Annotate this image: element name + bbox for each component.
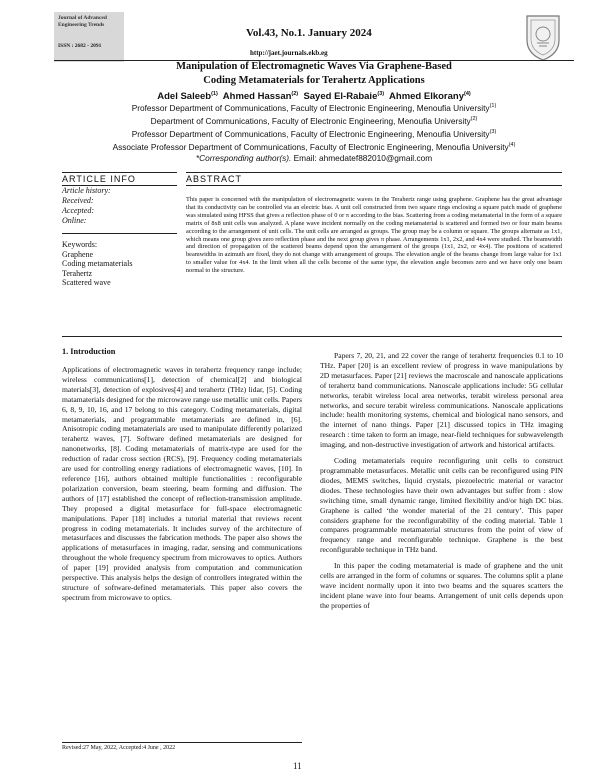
affiliation-mark: (4) (508, 142, 516, 148)
author-mark: (1) (211, 91, 218, 97)
page-number: 11 (293, 761, 302, 771)
abstract-heading: ABSTRACT (186, 174, 243, 184)
university-crest-icon (523, 12, 563, 62)
corresponding-author (54, 152, 574, 165)
paragraph: Applications of electromagnetic waves in terahertz frequency range include; wireless communications[1], detection of chemical[2] and biological materials[3], detection of explosives[4] and terahertz (THz) lidar, [5]. Coding matamaterials designed for the microwave range use metallic unit cells. Papers 6, 8, 9, 10, 16, and 17 belong to this category. Coding metamaterials, digital metamaterials, and programmable metamaterials are defined in, [6]. Anisotropic coding metamaterials are used to manipulate differently polarized terahertz waves, [7]. Software defined metamaterials are designed for nanonetworks, [8]. Coding metamaterials of matrix-type are used for the reduction of radar cross section (RCS), [9]. Frequency coding metamaterials are used for controlling energy radiations of electromagnetic waves, [10]. In reference [16], authors obtained multiple functionalities : reconfigurable polarization conversion, beam steering, beam forming and diffusion. The authors of [17] established the concept of reflection-transmission amplitude. They proposed a digital metasurface for full-space electromagnetic manipulations. Paper [18] includes a tutorial material that reviews recent progress in coding metamaterials. It includes survey of the architecture of metasurfaces and discusses the fabrication methods. The paper also shows the applications of metasurfaces in imaging, radar, sensing and communications throughout the whole frequency spectrum from microwaves to optics. Authors of paper [19] provided analysis from computation and communication perspective. This analysis helps the design of controllers integrated within the structure of software-defined metamaterials. This paper also covers the spectrum from microwave to optics. (62, 365, 302, 602)
keyword: Coding metamaterials (62, 259, 133, 268)
author-name: Ahmed Hassan (222, 91, 292, 103)
paragraph: Papers 7, 20, 21, and 22 cover the range of terahertz frequencies 0.1 to 10 THz. Paper [20] is an excellent review of progress in wave manipulations by 2D metasurfaces. Paper [21] reviews the macroscale and nanoscale applications of terahertz band communications. Nanoscale applications include: 5G cellular networks, terabit wireless local area networks, terabit wireless personal area networks, and secure terabit wireless communications. Nanoscale applications include: health monitoring systems, chemical and biological nano sensors, and the internet of nano things. Paper [21] discussed topics in THz imaging research : time taken to form an image, near-field techniques for subwavelength imaging, and non-destructive investigation of artwork and historical artifacts. (320, 351, 563, 450)
affiliation-mark: (2) (470, 116, 478, 122)
article-history (62, 186, 111, 226)
volume-info: Vol.43, No.1. January 2024 (246, 27, 372, 39)
paragraph: In this paper the coding metamaterial is made of graphene and the unit cells are arranged in the form of columns or squares. The columns split a plane wave incident normally upon it into two beams and the squares scatters the incident plane wave into four beams. Arrangement of unit cells depends upon the properties of (320, 561, 563, 610)
info-divider (62, 233, 177, 234)
keyword: Scattered wave (62, 278, 111, 287)
corresponding-label: *Corresponding author(s). (195, 153, 292, 163)
keyword: Graphene (62, 249, 94, 259)
author-name: Adel Saleeb (157, 91, 212, 103)
author-name: Ahmed Elkorany (389, 91, 464, 103)
journal-name-line2: Engineering Trends (58, 21, 105, 28)
keyword: Terahertz (62, 268, 93, 278)
corresponding-email[interactable]: Email: ahmedatef882010@gmail.com (291, 153, 433, 163)
right-column (320, 351, 563, 611)
author-mark: (3) (377, 91, 385, 97)
online-label: Online: (62, 216, 87, 225)
abstract-end-rule (62, 336, 562, 337)
revision-dates: Revised:27 May, 2022, Accepted:4 June , 2022 (62, 745, 176, 751)
abstract-rule-top (186, 172, 562, 173)
author-name: Sayed El-Rabaie (303, 91, 378, 103)
journal-name-line1: Journal of Advanced (58, 15, 107, 21)
abstract-rule-bottom (186, 185, 562, 186)
received-label: Received: (62, 196, 94, 205)
left-column (62, 365, 302, 603)
section-heading-introduction: 1. Introduction (62, 347, 116, 356)
paragraph: Coding metamaterials require reconfiguring unit cells to construct programmable metasurfaces. Metallic unit cells can be reconfigured using PIN diodes, MEMS switches, liquid crystals, piezoelectric material or varactor diodes. These technologies have their own advantages but suffer from : slow switching time, small dynamic range, limited flexibility and/or high DC bias. Graphene is called ‘the wonder material of the 21 century’. This paper considers graphene for the reconfigurability of the coding material. Table 1 compares programmable metamaterial structures from the point of view of frequency range and reconfigurable technique. Graphene is the best reconfigurable technique in THz band. (320, 456, 563, 555)
affiliation-text: Professor Department of Communications, Faculty of Electronic Engineering, Menoufia University (131, 102, 490, 113)
affiliation-mark: (3) (489, 129, 497, 135)
paper-title-line1: Manipulation of Electromagnetic Waves Via Graphene-Based (176, 61, 452, 72)
journal-url[interactable]: http://jaet.journals.ekb.eg (250, 49, 328, 57)
paper-title-line2: Coding Metamaterials for Terahertz Applications (203, 75, 425, 86)
author-mark: (4) (464, 91, 471, 97)
keywords-label: Keywords: (62, 240, 98, 249)
author-mark: (2) (291, 91, 299, 97)
info-rule-top (62, 172, 177, 173)
journal-issn: ISSN : 2682 - 2091 (58, 42, 102, 49)
footnote-rule (62, 742, 302, 743)
affiliation-text: Department of Communications, Faculty of Electronic Engineering, Menoufia University (150, 115, 471, 126)
keywords-block (62, 240, 132, 288)
article-info-heading: ARTICLE INFO (62, 174, 136, 184)
abstract-text: This paper is concerned with the manipulation of electromagnetic waves in the Terahertz range using graphene. Graphene has the great advantage that its conductivity can be controlled via an electric bias. A unit cell constructed from two square rings enclosing a square patch made of graphene was simulated using HFSS that gives a reflection phase of 0 or π according to the bias. Scattering from a coding metamaterial in the form of a square matrix of 8x8 unit cells was analyzed. A plane wave incident normally on the coding metamaterial is scattered and formed two or four main beams according to the arrangement of unit cells. The unit cells are arranged as groups. The group may be a column or square. The groups alternate as 1x1, which means one group gives zero reflection phase and the next group gives π phase. Arrangements 1x1, 2x2, and 4x4 were studied. The beamwidth and direction of propagation of the scattered beams depend upon the arrangement of the groups (1x1, 2x2, or 4x4). The positions of scattered beamwidths in azimuth are fixed, they do not change with arrangement of groups. The elevation angle of the beams change from large value for 1x1 to smaller value for 4x4. In the limit when all the cells become of the same type, the elevation angle becomes zero and we have only one beam normal to the structure. (186, 196, 562, 275)
journal-logo-box (54, 12, 124, 62)
affiliation-text: Professor Department of Communications, Faculty of Electronic Engineering, Menoufia University (131, 128, 490, 139)
affiliation-mark: (1) (489, 103, 497, 109)
accepted-label: Accepted: (62, 206, 94, 215)
affiliation-text: Associate Professor Department of Communications, Faculty of Electronic Engineering, Menoufia University (112, 141, 509, 152)
history-label: Article history: (62, 186, 111, 195)
